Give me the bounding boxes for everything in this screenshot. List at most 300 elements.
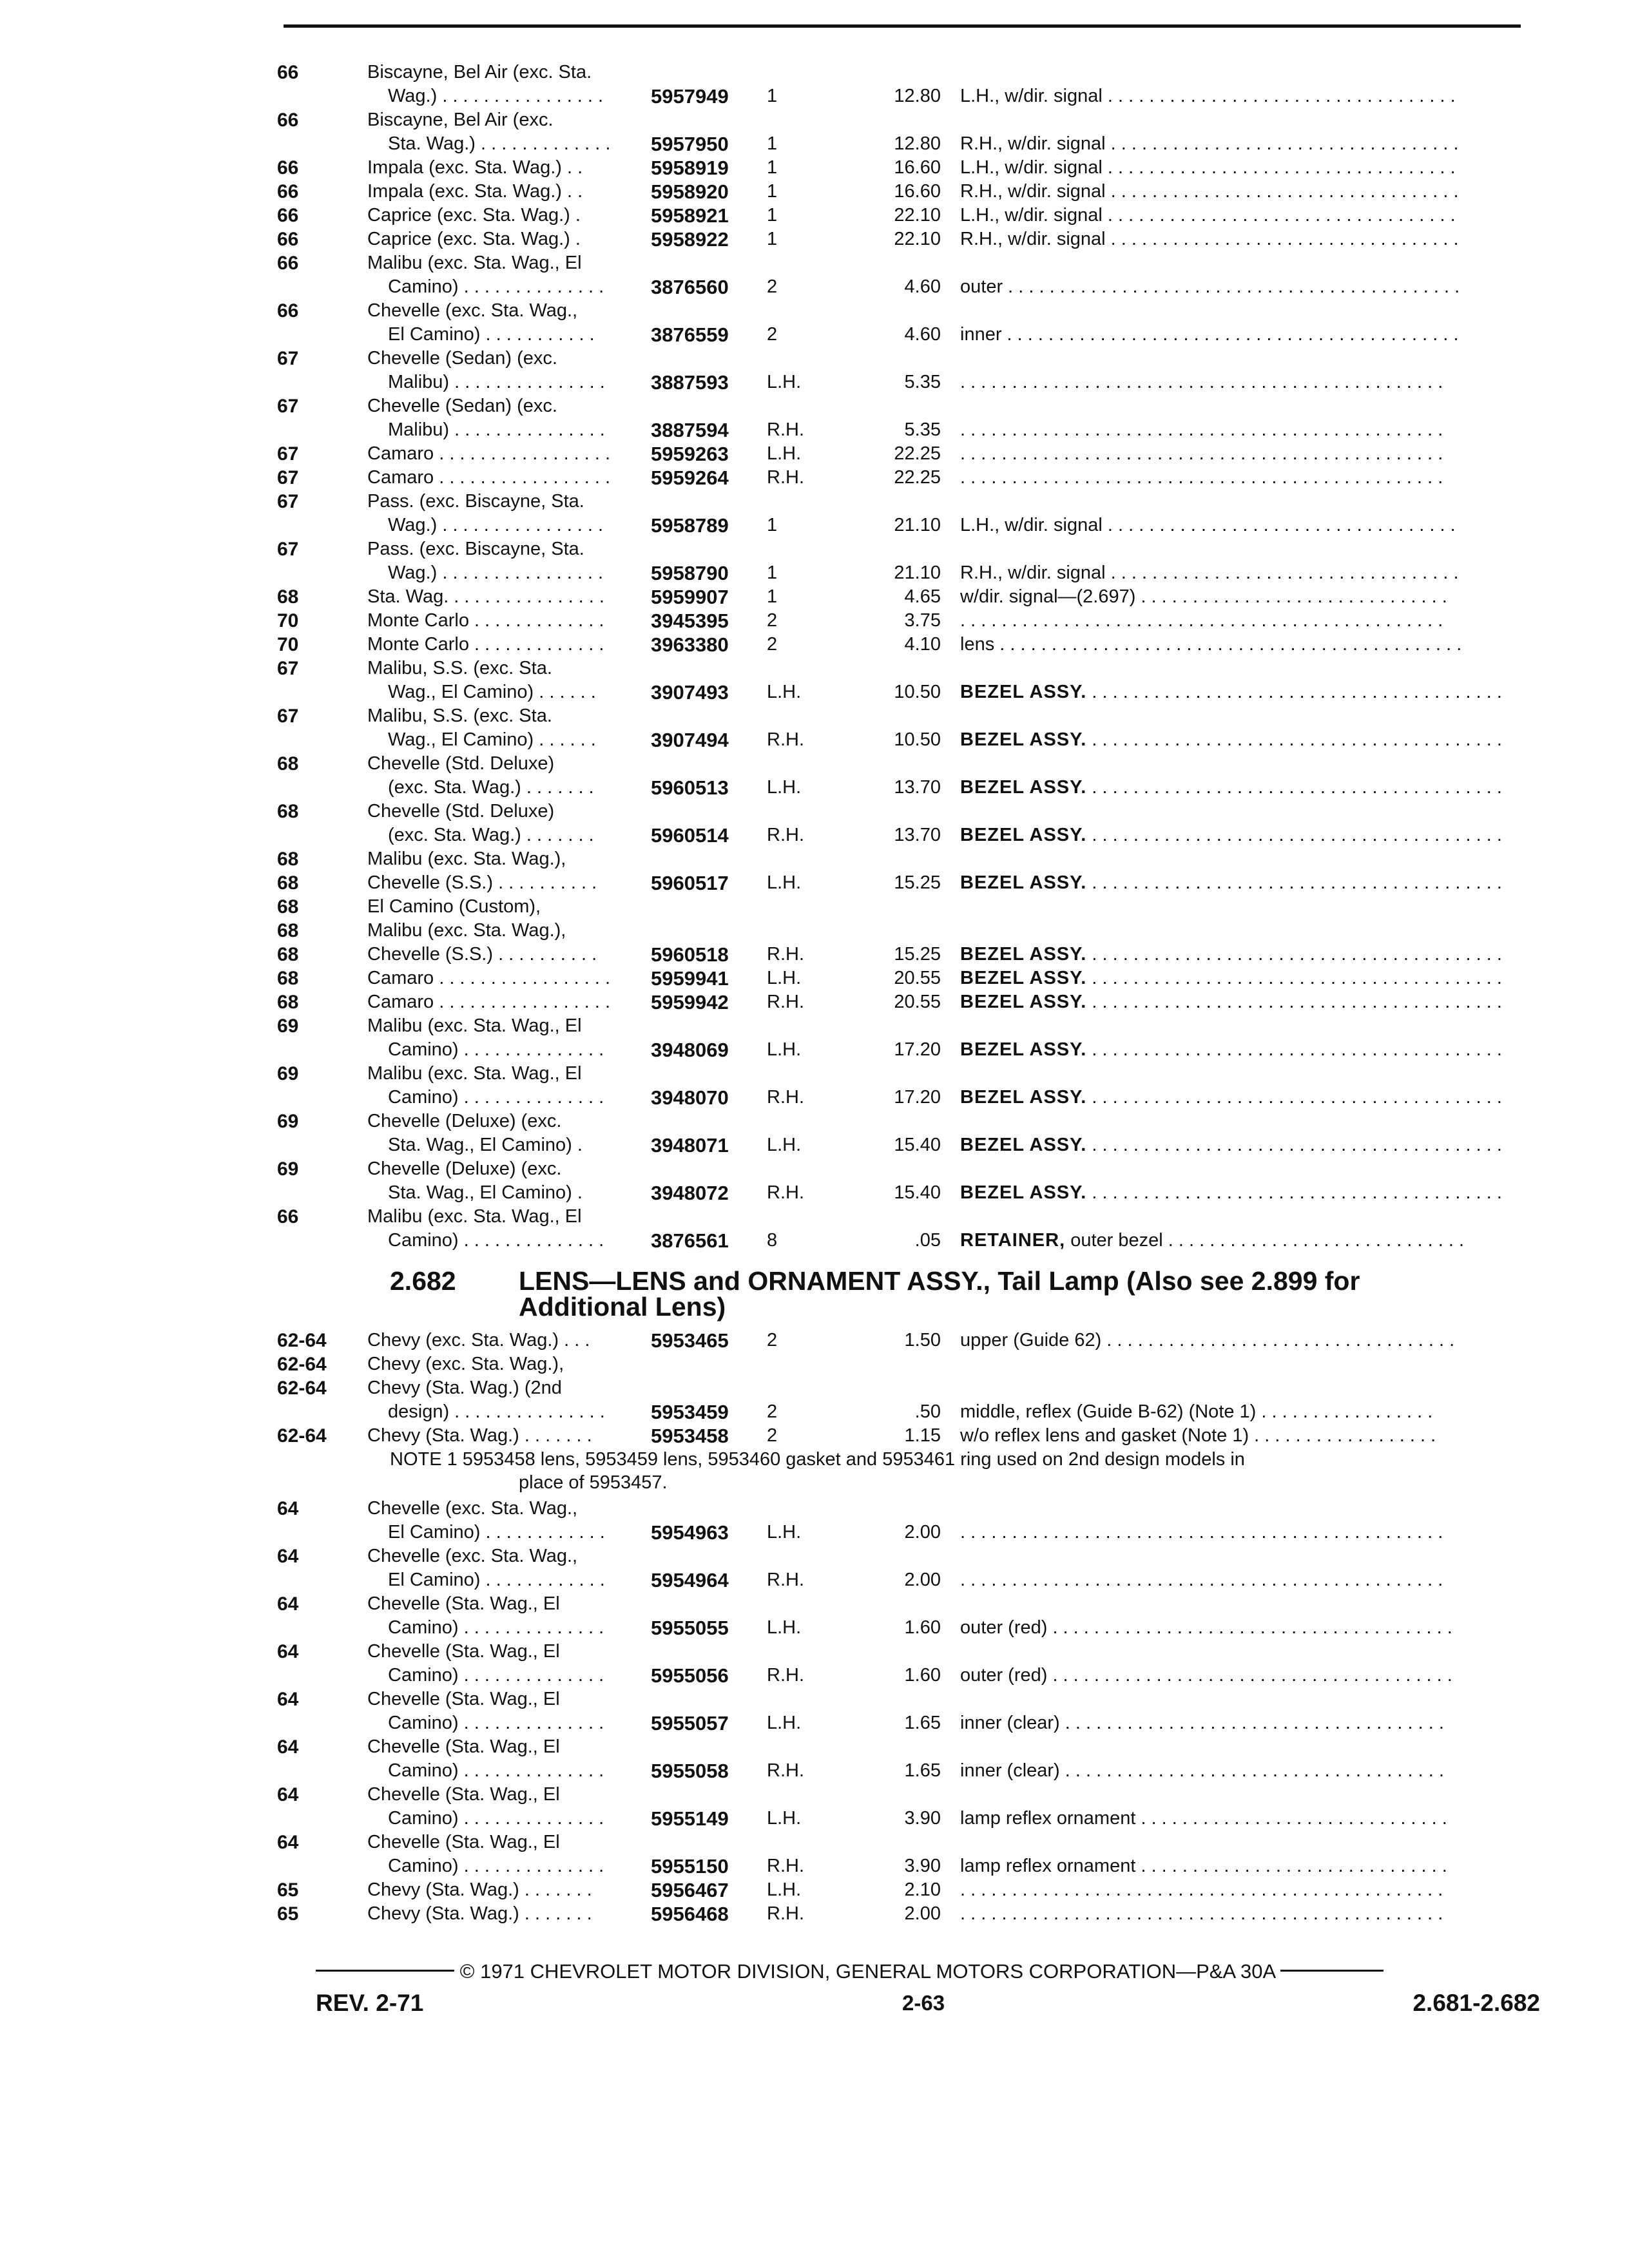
price: 20.55 bbox=[894, 968, 941, 988]
parts-row bbox=[277, 966, 1534, 990]
part-number: 3948069 bbox=[651, 1039, 729, 1061]
model-description: Chevy (Sta. Wag.) . . . . . . . bbox=[367, 1879, 592, 1900]
part-description-bold: BEZEL ASSY. bbox=[960, 944, 1087, 965]
model-year: 67 bbox=[277, 658, 299, 679]
price: 17.20 bbox=[894, 1087, 941, 1108]
parts-row-line bbox=[277, 1902, 1534, 1926]
price: 2.00 bbox=[904, 1570, 941, 1590]
part-description-text: L.H., w/dir. signal . . . . . . . . . . . . . . . . . . . . . . . . . . . . . . . . . . bbox=[960, 515, 1456, 535]
parts-row-line bbox=[277, 1687, 1534, 1711]
model-description: Chevelle (exc. Sta. Wag., bbox=[367, 1498, 578, 1519]
price: 22.10 bbox=[894, 205, 941, 226]
parts-row bbox=[277, 585, 1534, 609]
part-number: 5955055 bbox=[651, 1617, 729, 1639]
part-description bbox=[960, 1038, 1527, 1062]
model-year: 65 bbox=[277, 1903, 299, 1925]
price: 22.25 bbox=[894, 443, 941, 464]
part-description bbox=[960, 1424, 1527, 1448]
quantity: R.H. bbox=[767, 992, 804, 1012]
parts-row bbox=[277, 1424, 1534, 1448]
parts-row bbox=[277, 609, 1534, 633]
price: 4.10 bbox=[904, 634, 941, 655]
part-number: 3948072 bbox=[651, 1182, 729, 1204]
parts-row-line bbox=[277, 1854, 1534, 1878]
model-description: Chevelle (Std. Deluxe) bbox=[367, 801, 555, 822]
model-year: 69 bbox=[277, 1158, 299, 1180]
model-description: Pass. (exc. Biscayne, Sta. bbox=[367, 491, 584, 512]
part-description bbox=[960, 871, 1527, 895]
parts-row-line bbox=[277, 490, 1534, 514]
model-description: Chevy (Sta. Wag.) . . . . . . . bbox=[367, 1425, 592, 1446]
part-number: 5954964 bbox=[651, 1569, 729, 1591]
quantity: 1 bbox=[767, 205, 778, 226]
model-description: Pass. (exc. Biscayne, Sta. bbox=[367, 539, 584, 559]
parts-row-line bbox=[277, 299, 1534, 323]
part-description bbox=[960, 1854, 1527, 1878]
model-description: Camaro . . . . . . . . . . . . . . . . . bbox=[367, 992, 611, 1012]
price: 13.70 bbox=[894, 825, 941, 845]
parts-row-line bbox=[277, 180, 1534, 204]
model-description: Malibu (exc. Sta. Wag., El bbox=[367, 1206, 582, 1227]
part-description-text: outer bezel . . . . . . . . . . . . . . . . . . . . . . . . . . . . . bbox=[1065, 1230, 1464, 1251]
part-description bbox=[960, 633, 1527, 657]
quantity: L.H. bbox=[767, 443, 802, 464]
part-description bbox=[960, 227, 1527, 251]
parts-row bbox=[277, 1735, 1534, 1783]
part-description-text: R.H., w/dir. signal . . . . . . . . . . . . . . . . . . . . . . . . . . . . . . . . . . bbox=[960, 562, 1459, 583]
part-description bbox=[960, 1616, 1527, 1640]
model-description: El Camino) . . . . . . . . . . . . bbox=[388, 1570, 605, 1590]
model-description: Biscayne, Bel Air (exc. bbox=[367, 110, 554, 130]
parts-group-c bbox=[277, 1497, 1534, 1926]
part-description bbox=[960, 180, 1527, 204]
part-number: 3963380 bbox=[651, 633, 729, 656]
part-description-text: . . . . . . . . . . . . . . . . . . . . . . . . . . . . . . . . . . . . . . . . . . . . . . . bbox=[960, 1879, 1443, 1900]
part-description-text: . . . . . . . . . . . . . . . . . . . . . . . . . . . . . . . . . . . . . . . . bbox=[1086, 968, 1502, 988]
parts-group-b bbox=[277, 1329, 1534, 1448]
price: 4.65 bbox=[904, 586, 941, 607]
model-description: Malibu, S.S. (exc. Sta. bbox=[367, 658, 552, 678]
model-description: Chevelle (S.S.) . . . . . . . . . . bbox=[367, 944, 597, 965]
part-description bbox=[960, 514, 1527, 537]
quantity: L.H. bbox=[767, 968, 802, 988]
note-1 bbox=[277, 1448, 1485, 1494]
model-description: (exc. Sta. Wag.) . . . . . . . bbox=[388, 777, 594, 798]
parts-row bbox=[277, 1497, 1534, 1544]
model-description: Sta. Wag.) . . . . . . . . . . . . . bbox=[388, 133, 611, 154]
model-year: 68 bbox=[277, 849, 299, 870]
parts-row bbox=[277, 466, 1534, 490]
parts-row bbox=[277, 180, 1534, 204]
part-number: 5955149 bbox=[651, 1807, 729, 1830]
model-description: Camino) . . . . . . . . . . . . . . bbox=[388, 1617, 604, 1638]
part-number: 3907494 bbox=[651, 729, 729, 751]
model-description: Monte Carlo . . . . . . . . . . . . . bbox=[367, 610, 604, 631]
parts-row-line bbox=[277, 1376, 1534, 1400]
part-number: 3887594 bbox=[651, 419, 729, 441]
parts-row-line bbox=[277, 1133, 1534, 1157]
quantity: R.H. bbox=[767, 1903, 804, 1924]
parts-row-line bbox=[277, 1544, 1534, 1568]
quantity: 1 bbox=[767, 86, 778, 106]
model-year: 64 bbox=[277, 1593, 299, 1615]
parts-row-line bbox=[277, 1759, 1534, 1783]
model-description: Malibu (exc. Sta. Wag.), bbox=[367, 849, 566, 869]
quantity: 2 bbox=[767, 610, 778, 631]
part-description-text: . . . . . . . . . . . . . . . . . . . . . . . . . . . . . . . . . . . . . . . . . . . . . . . bbox=[960, 1570, 1443, 1590]
price: 4.60 bbox=[904, 276, 941, 297]
model-description: Impala (exc. Sta. Wag.) . . bbox=[367, 157, 583, 178]
model-description: Wag.) . . . . . . . . . . . . . . . . bbox=[388, 562, 604, 583]
parts-row-line bbox=[277, 990, 1534, 1014]
model-description: Caprice (exc. Sta. Wag.) . bbox=[367, 229, 581, 249]
parts-row-line bbox=[277, 585, 1534, 609]
model-description: Wag., El Camino) . . . . . . bbox=[388, 729, 596, 750]
parts-row-line bbox=[277, 800, 1534, 823]
price: 1.65 bbox=[904, 1760, 941, 1781]
model-description: El Camino) . . . . . . . . . . . . bbox=[388, 1522, 605, 1542]
parts-row-line bbox=[277, 561, 1534, 585]
model-description: Biscayne, Bel Air (exc. Sta. bbox=[367, 62, 592, 82]
part-number: 3876560 bbox=[651, 276, 729, 298]
parts-row-line bbox=[277, 84, 1534, 108]
part-number: 5958921 bbox=[651, 204, 729, 227]
model-year: 68 bbox=[277, 586, 299, 608]
part-number: 5958790 bbox=[651, 562, 729, 584]
part-description bbox=[960, 585, 1527, 609]
parts-row bbox=[277, 800, 1534, 847]
model-description: Chevelle (Sta. Wag., El bbox=[367, 1832, 560, 1852]
model-description: Wag.) . . . . . . . . . . . . . . . . bbox=[388, 515, 604, 535]
part-description-text: middle, reflex (Guide B-62) (Note 1) . . . . . . . . . . . . . . . . . bbox=[960, 1401, 1433, 1422]
parts-row-line bbox=[277, 752, 1534, 776]
note-line-2: place of 5953457. bbox=[519, 1472, 668, 1493]
quantity: L.H. bbox=[767, 1617, 802, 1638]
model-year: 67 bbox=[277, 396, 299, 417]
model-description: Chevy (exc. Sta. Wag.) . . . bbox=[367, 1330, 590, 1350]
model-year: 68 bbox=[277, 920, 299, 941]
parts-row bbox=[277, 1157, 1534, 1205]
part-description-bold: BEZEL ASSY. bbox=[960, 729, 1087, 750]
part-number: 5956467 bbox=[651, 1879, 729, 1901]
part-number: 5953458 bbox=[651, 1425, 729, 1447]
model-description: Malibu (exc. Sta. Wag., El bbox=[367, 1015, 582, 1036]
model-description: Impala (exc. Sta. Wag.) . . bbox=[367, 181, 583, 202]
price: 4.60 bbox=[904, 324, 941, 345]
parts-row-line bbox=[277, 227, 1534, 251]
part-number: 5954963 bbox=[651, 1521, 729, 1544]
part-description bbox=[960, 275, 1527, 299]
part-description bbox=[960, 966, 1527, 990]
model-description: Camino) . . . . . . . . . . . . . . bbox=[388, 1087, 604, 1108]
part-description-text: . . . . . . . . . . . . . . . . . . . . . . . . . . . . . . . . . . . . . . . . bbox=[1086, 825, 1502, 845]
quantity: L.H. bbox=[767, 1039, 802, 1060]
part-description-text: R.H., w/dir. signal . . . . . . . . . . . . . . . . . . . . . . . . . . . . . . . . . . bbox=[960, 133, 1459, 154]
part-number: 5953465 bbox=[651, 1329, 729, 1352]
part-description-text: inner (clear) . . . . . . . . . . . . . . . . . . . . . . . . . . . . . . . . . . . . . bbox=[960, 1713, 1444, 1733]
section-heading bbox=[277, 1268, 1534, 1322]
model-year: 62-64 bbox=[277, 1378, 327, 1399]
parts-row-line bbox=[277, 418, 1534, 442]
model-description: Sta. Wag., El Camino) . bbox=[388, 1135, 583, 1155]
model-description: Camino) . . . . . . . . . . . . . . bbox=[388, 276, 604, 297]
part-description-text: . . . . . . . . . . . . . . . . . . . . . . . . . . . . . . . . . . . . . . . . . . . . . . . bbox=[960, 467, 1443, 488]
parts-row-line bbox=[277, 1711, 1534, 1735]
price: 12.80 bbox=[894, 86, 941, 106]
model-year: 62-64 bbox=[277, 1354, 327, 1375]
part-number: 5955057 bbox=[651, 1712, 729, 1735]
quantity: L.H. bbox=[767, 1879, 802, 1900]
part-description-text: L.H., w/dir. signal . . . . . . . . . . . . . . . . . . . . . . . . . . . . . . . . . . bbox=[960, 157, 1456, 178]
model-description: Chevelle (Sta. Wag., El bbox=[367, 1784, 560, 1805]
price: 1.60 bbox=[904, 1665, 941, 1686]
part-number: 3907493 bbox=[651, 681, 729, 704]
part-description-bold: BEZEL ASSY. bbox=[960, 825, 1087, 845]
parts-row bbox=[277, 990, 1534, 1014]
part-number: 3876561 bbox=[651, 1229, 729, 1252]
model-year: 66 bbox=[277, 205, 299, 226]
model-description: Camaro . . . . . . . . . . . . . . . . . bbox=[367, 443, 611, 464]
parts-group-a bbox=[277, 61, 1534, 1253]
model-year: 67 bbox=[277, 467, 299, 488]
quantity: 2 bbox=[767, 634, 778, 655]
model-description: Camino) . . . . . . . . . . . . . . bbox=[388, 1856, 604, 1876]
part-description-bold: BEZEL ASSY. bbox=[960, 872, 1087, 893]
parts-row bbox=[277, 1110, 1534, 1157]
parts-row bbox=[277, 657, 1534, 704]
price: 20.55 bbox=[894, 992, 941, 1012]
parts-row bbox=[277, 1329, 1534, 1352]
quantity: R.H. bbox=[767, 1570, 804, 1590]
parts-row-line bbox=[277, 1400, 1534, 1424]
model-year: 67 bbox=[277, 491, 299, 512]
price: 3.75 bbox=[904, 610, 941, 631]
price: 21.10 bbox=[894, 515, 941, 535]
price: 12.80 bbox=[894, 133, 941, 154]
part-description-text: lamp reflex ornament . . . . . . . . . . . . . . . . . . . . . . . . . . . . . . bbox=[960, 1856, 1447, 1876]
model-year: 62-64 bbox=[277, 1425, 327, 1446]
part-description-bold: BEZEL ASSY. bbox=[960, 777, 1087, 798]
quantity: L.H. bbox=[767, 1522, 802, 1542]
parts-row-line bbox=[277, 1110, 1534, 1133]
model-year: 66 bbox=[277, 229, 299, 250]
price: 16.60 bbox=[894, 157, 941, 178]
model-description: Chevelle (Sedan) (exc. bbox=[367, 396, 557, 416]
model-description: Chevy (Sta. Wag.) (2nd bbox=[367, 1378, 562, 1398]
parts-row-line bbox=[277, 394, 1534, 418]
model-year: 64 bbox=[277, 1498, 299, 1519]
part-description-text: outer (red) . . . . . . . . . . . . . . . . . . . . . . . . . . . . . . . . . . . . . . . bbox=[960, 1665, 1452, 1686]
part-description bbox=[960, 1568, 1527, 1592]
part-description-text: upper (Guide 62) . . . . . . . . . . . . . . . . . . . . . . . . . . . . . . . . . . bbox=[960, 1330, 1455, 1350]
model-year: 64 bbox=[277, 1832, 299, 1853]
model-description: Camino) . . . . . . . . . . . . . . bbox=[388, 1665, 604, 1686]
part-description-text: . . . . . . . . . . . . . . . . . . . . . . . . . . . . . . . . . . . . . . . . . . . . . . . bbox=[960, 1903, 1443, 1924]
part-number: 5960518 bbox=[651, 943, 729, 966]
part-description-text: . . . . . . . . . . . . . . . . . . . . . . . . . . . . . . . . . . . . . . . . . . . . . . . bbox=[960, 1522, 1443, 1542]
model-description: Camino) . . . . . . . . . . . . . . bbox=[388, 1760, 604, 1781]
quantity: R.H. bbox=[767, 1856, 804, 1876]
part-description-text: . . . . . . . . . . . . . . . . . . . . . . . . . . . . . . . . . . . . . . . . . . . . . . . bbox=[960, 443, 1443, 464]
price: 3.90 bbox=[904, 1808, 941, 1829]
parts-row-line bbox=[277, 1086, 1534, 1110]
parts-row bbox=[277, 299, 1534, 347]
model-year: 68 bbox=[277, 753, 299, 774]
part-number: 5958919 bbox=[651, 157, 729, 179]
model-description: design) . . . . . . . . . . . . . . . bbox=[388, 1401, 605, 1422]
quantity: R.H. bbox=[767, 825, 804, 845]
quantity: 2 bbox=[767, 1425, 778, 1446]
model-year: 64 bbox=[277, 1689, 299, 1710]
part-description bbox=[960, 1807, 1527, 1831]
parts-row-line bbox=[277, 466, 1534, 490]
quantity: 1 bbox=[767, 133, 778, 154]
quantity: R.H. bbox=[767, 419, 804, 440]
parts-row bbox=[277, 1783, 1534, 1831]
part-description bbox=[960, 1400, 1527, 1424]
price: .05 bbox=[914, 1230, 941, 1251]
quantity: 8 bbox=[767, 1230, 778, 1251]
price: .50 bbox=[914, 1401, 941, 1422]
part-description-bold: BEZEL ASSY. bbox=[960, 1182, 1087, 1203]
parts-row bbox=[277, 108, 1534, 156]
parts-row-line bbox=[277, 1783, 1534, 1807]
model-year: 65 bbox=[277, 1879, 299, 1901]
model-year: 69 bbox=[277, 1063, 299, 1084]
model-description: Malibu (exc. Sta. Wag., El bbox=[367, 253, 582, 273]
model-description: Camaro . . . . . . . . . . . . . . . . . bbox=[367, 968, 611, 988]
model-description: Malibu (exc. Sta. Wag.), bbox=[367, 920, 566, 941]
parts-row-line bbox=[277, 633, 1534, 657]
quantity: R.H. bbox=[767, 1760, 804, 1781]
parts-row-line bbox=[277, 204, 1534, 227]
part-description bbox=[960, 466, 1527, 490]
part-description bbox=[960, 1181, 1527, 1205]
price: 1.15 bbox=[904, 1425, 941, 1446]
part-number: 5960514 bbox=[651, 824, 729, 847]
model-description: Wag., El Camino) . . . . . . bbox=[388, 682, 596, 702]
parts-row bbox=[277, 394, 1534, 442]
parts-row bbox=[277, 943, 1534, 966]
model-year: 68 bbox=[277, 872, 299, 894]
parts-row-line bbox=[277, 251, 1534, 275]
part-description-text: . . . . . . . . . . . . . . . . . . . . . . . . . . . . . . . . . . . . . . . . . . . . . . . bbox=[960, 610, 1443, 631]
part-number: 3887593 bbox=[651, 371, 729, 394]
parts-row-line bbox=[277, 704, 1534, 728]
parts-row-line bbox=[277, 728, 1534, 752]
model-year: 64 bbox=[277, 1546, 299, 1567]
part-number: 5960513 bbox=[651, 776, 729, 799]
parts-row-line bbox=[277, 537, 1534, 561]
parts-row-line bbox=[277, 680, 1534, 704]
part-description bbox=[960, 156, 1527, 180]
parts-row bbox=[277, 442, 1534, 466]
part-description bbox=[960, 132, 1527, 156]
parts-row-line bbox=[277, 943, 1534, 966]
parts-row bbox=[277, 1878, 1534, 1902]
quantity: L.H. bbox=[767, 1135, 802, 1155]
part-description bbox=[960, 609, 1527, 633]
quantity: L.H. bbox=[767, 1808, 802, 1829]
parts-row-line bbox=[277, 323, 1534, 347]
model-year: 64 bbox=[277, 1641, 299, 1662]
part-description-text: lens . . . . . . . . . . . . . . . . . . . . . . . . . . . . . . . . . . . . . . . . . . . . . bbox=[960, 634, 1462, 655]
parts-row-line bbox=[277, 1735, 1534, 1759]
model-description: Chevelle (exc. Sta. Wag., bbox=[367, 300, 578, 321]
price: 22.10 bbox=[894, 229, 941, 249]
parts-row bbox=[277, 871, 1534, 895]
part-description bbox=[960, 1086, 1527, 1110]
model-description: Chevelle (Sedan) (exc. bbox=[367, 348, 557, 369]
model-description: (exc. Sta. Wag.) . . . . . . . bbox=[388, 825, 594, 845]
part-description-text: . . . . . . . . . . . . . . . . . . . . . . . . . . . . . . . . . . . . . . . . bbox=[1086, 1087, 1502, 1108]
quantity: 1 bbox=[767, 229, 778, 249]
parts-row-line bbox=[277, 132, 1534, 156]
parts-row bbox=[277, 704, 1534, 752]
part-description bbox=[960, 990, 1527, 1014]
quantity: 2 bbox=[767, 324, 778, 345]
part-description bbox=[960, 680, 1527, 704]
model-year: 68 bbox=[277, 896, 299, 918]
price: 22.25 bbox=[894, 467, 941, 488]
footer-copyright-line bbox=[316, 1959, 1540, 1984]
model-year: 66 bbox=[277, 1206, 299, 1227]
top-rule bbox=[284, 24, 1521, 28]
part-number: 5955150 bbox=[651, 1855, 729, 1878]
parts-row-line bbox=[277, 657, 1534, 680]
parts-row-line bbox=[277, 347, 1534, 370]
part-number: 3948071 bbox=[651, 1134, 729, 1157]
part-description bbox=[960, 1902, 1527, 1926]
parts-row bbox=[277, 1544, 1534, 1592]
parts-row bbox=[277, 347, 1534, 394]
parts-row-line bbox=[277, 370, 1534, 394]
part-description-text: outer . . . . . . . . . . . . . . . . . . . . . . . . . . . . . . . . . . . . . . . . . . . . bbox=[960, 276, 1460, 297]
model-description: Chevelle (Deluxe) (exc. bbox=[367, 1111, 562, 1131]
parts-row-line bbox=[277, 1807, 1534, 1831]
parts-row-line bbox=[277, 61, 1534, 84]
price: 2.10 bbox=[904, 1879, 941, 1900]
parts-row bbox=[277, 61, 1534, 108]
model-year: 67 bbox=[277, 443, 299, 465]
model-year: 64 bbox=[277, 1784, 299, 1805]
model-description: Camino) . . . . . . . . . . . . . . bbox=[388, 1713, 604, 1733]
quantity: L.H. bbox=[767, 682, 802, 702]
price: 5.35 bbox=[904, 372, 941, 392]
parts-row-line bbox=[277, 1878, 1534, 1902]
parts-row bbox=[277, 847, 1534, 871]
model-year: 66 bbox=[277, 110, 299, 131]
price: 17.20 bbox=[894, 1039, 941, 1060]
part-description-text: lamp reflex ornament . . . . . . . . . . . . . . . . . . . . . . . . . . . . . . bbox=[960, 1808, 1447, 1829]
part-number: 5959264 bbox=[651, 466, 729, 489]
parts-row-line bbox=[277, 442, 1534, 466]
part-number: 5958920 bbox=[651, 180, 729, 203]
part-description-text: . . . . . . . . . . . . . . . . . . . . . . . . . . . . . . . . . . . . . . . . bbox=[1086, 682, 1502, 702]
part-number: 5959263 bbox=[651, 443, 729, 465]
part-description bbox=[960, 1759, 1527, 1783]
part-description-bold: RETAINER, bbox=[960, 1230, 1066, 1251]
parts-list bbox=[277, 61, 1534, 1926]
quantity: 1 bbox=[767, 586, 778, 607]
model-year: 67 bbox=[277, 348, 299, 369]
quantity: L.H. bbox=[767, 777, 802, 798]
parts-row-line bbox=[277, 776, 1534, 800]
model-year: 70 bbox=[277, 634, 299, 655]
part-description-text: . . . . . . . . . . . . . . . . . . . . . . . . . . . . . . . . . . . . . . . . bbox=[1086, 777, 1502, 798]
model-description: El Camino (Custom), bbox=[367, 896, 541, 917]
quantity: R.H. bbox=[767, 1665, 804, 1686]
